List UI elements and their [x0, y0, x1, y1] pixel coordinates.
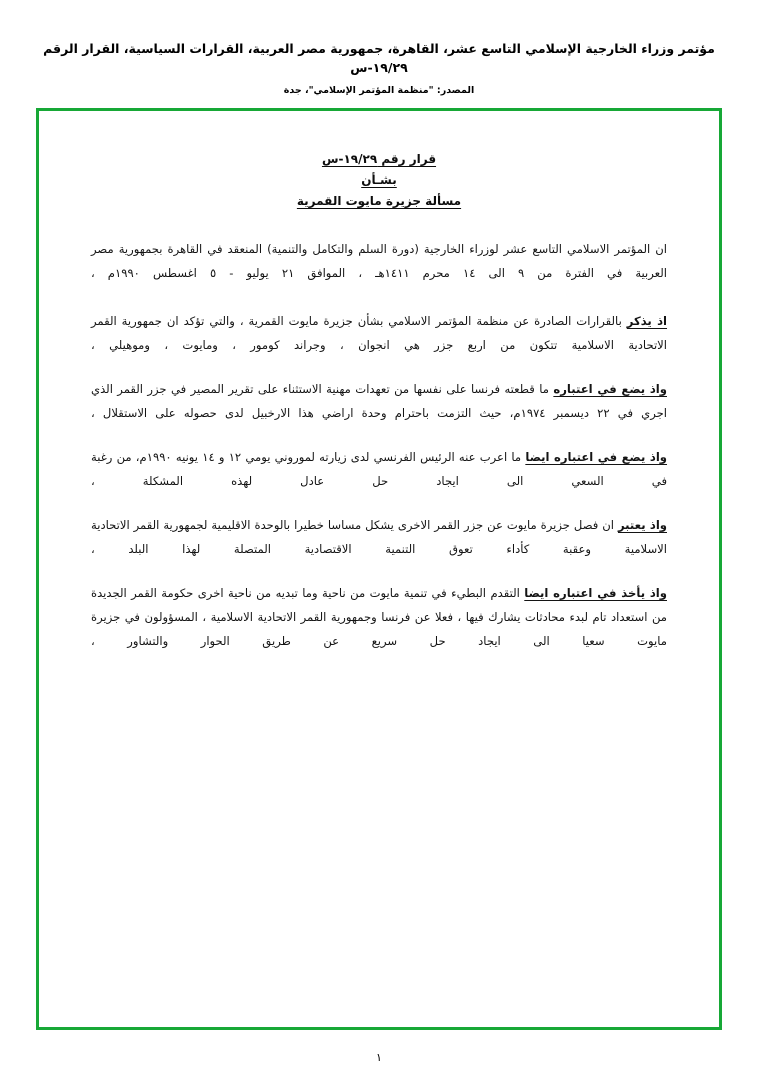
paragraph-lead: واذ يعتبر [617, 517, 667, 532]
paragraph-text: بالقرارات الصادرة عن منظمة المؤتمر الاسلامي بشأن جزيرة مايوت القمرية ، والتي تؤكد ان جمهورية القمر الاتحادية الاسلامية تتكون من اربع جزر هي انجوان ، وجراند كومور ، ومايوت ، وموهيلي ، [91, 313, 667, 352]
paragraph-lead: واذ يضع في اعتباره ايضا [525, 449, 668, 464]
paragraph-text: ما قطعته فرنسا على نفسها من تعهدات مهنية الاستثناء على تقرير المصير في جزر القمر الذي اجري في ٢٢ ديسمبر ١٩٧٤م، حيث التزمت باحترام وحدة اراضي هذا الارخبيل لدى حصوله على الاستقلال ، [91, 381, 668, 420]
paragraph-text: ما اعرب عنه الرئيس الفرنسي لدى زيارته لموروني يومي ١٢ و ١٤ يونيه ١٩٩٠م، من رغبة في السعي الى ايجاد حل عادل لهذه المشكلة ، [91, 449, 667, 488]
paragraph-text: ان فصل جزيرة مايوت عن جزر القمر الاخرى يشكل مساسا خطيرا بالوحدة الاقليمية لجمهورية القمر الاتحادية الاسلامية وعقبة كأداء تعوق التنمية الاقتصادية المتصلة لهذا البلد ، [91, 517, 667, 556]
paragraph-lead: واذ يضع في اعتباره [553, 381, 667, 396]
page-number: ١ [376, 1051, 382, 1064]
decision-heading [91, 149, 667, 212]
paragraph-text: ان المؤتمر الاسلامي التاسع عشر لوزراء الخارجية (دورة السلم والتكامل والتنمية) المنعقد في القاهرة بجمهورية مصر العربية في الفترة من ٩ الى ١٤ محرم ١٤١١هـ ، الموافق ٢١ يوليو - ٥ اغسطس ١٩٩٠م ، [91, 242, 668, 280]
decision-subject: مسألة جزيرة مايوت القمرية [296, 194, 462, 208]
paragraph-text: التقدم البطيء في تنمية مايوت من ناحية وما تبديه من ناحية اخرى حكومة القمر الجديدة من استعداد تام لبدء محادثات يشارك فيها ، فعلا عن فرنسا وجمهورية القمر الاتحادية الاسلامية ، المسؤولون في جزيرة مايوت سعيا الى ايجاد حل سريع عن طريق الحوار والتشاور ، [91, 585, 667, 648]
header-source: المصدر: "منظمة المؤتمر الإسلامي"، جدة [283, 84, 475, 96]
paragraph [91, 378, 667, 426]
paragraph [91, 514, 667, 562]
paragraph [91, 310, 667, 358]
paragraph [91, 238, 667, 286]
document-header [0, 0, 758, 96]
paragraph-lead: واذ يأخذ في اعتباره ايضا [524, 585, 667, 600]
paragraph [91, 446, 667, 494]
document-frame [36, 108, 722, 1030]
header-title: مؤتمر وزراء الخارجية الإسلامي التاسع عشر، القاهرة، جمهورية مصر العربية، القرارات السياسية، القرار الرقم ١٩/٢٩-س [43, 41, 715, 75]
paragraph [91, 582, 667, 654]
document-body [39, 111, 719, 1027]
decision-number: قرار رقم ١٩/٢٩-س [321, 152, 437, 166]
paragraph-lead: اذ يذكر [626, 313, 668, 328]
decision-about: بشـأن [361, 173, 397, 187]
